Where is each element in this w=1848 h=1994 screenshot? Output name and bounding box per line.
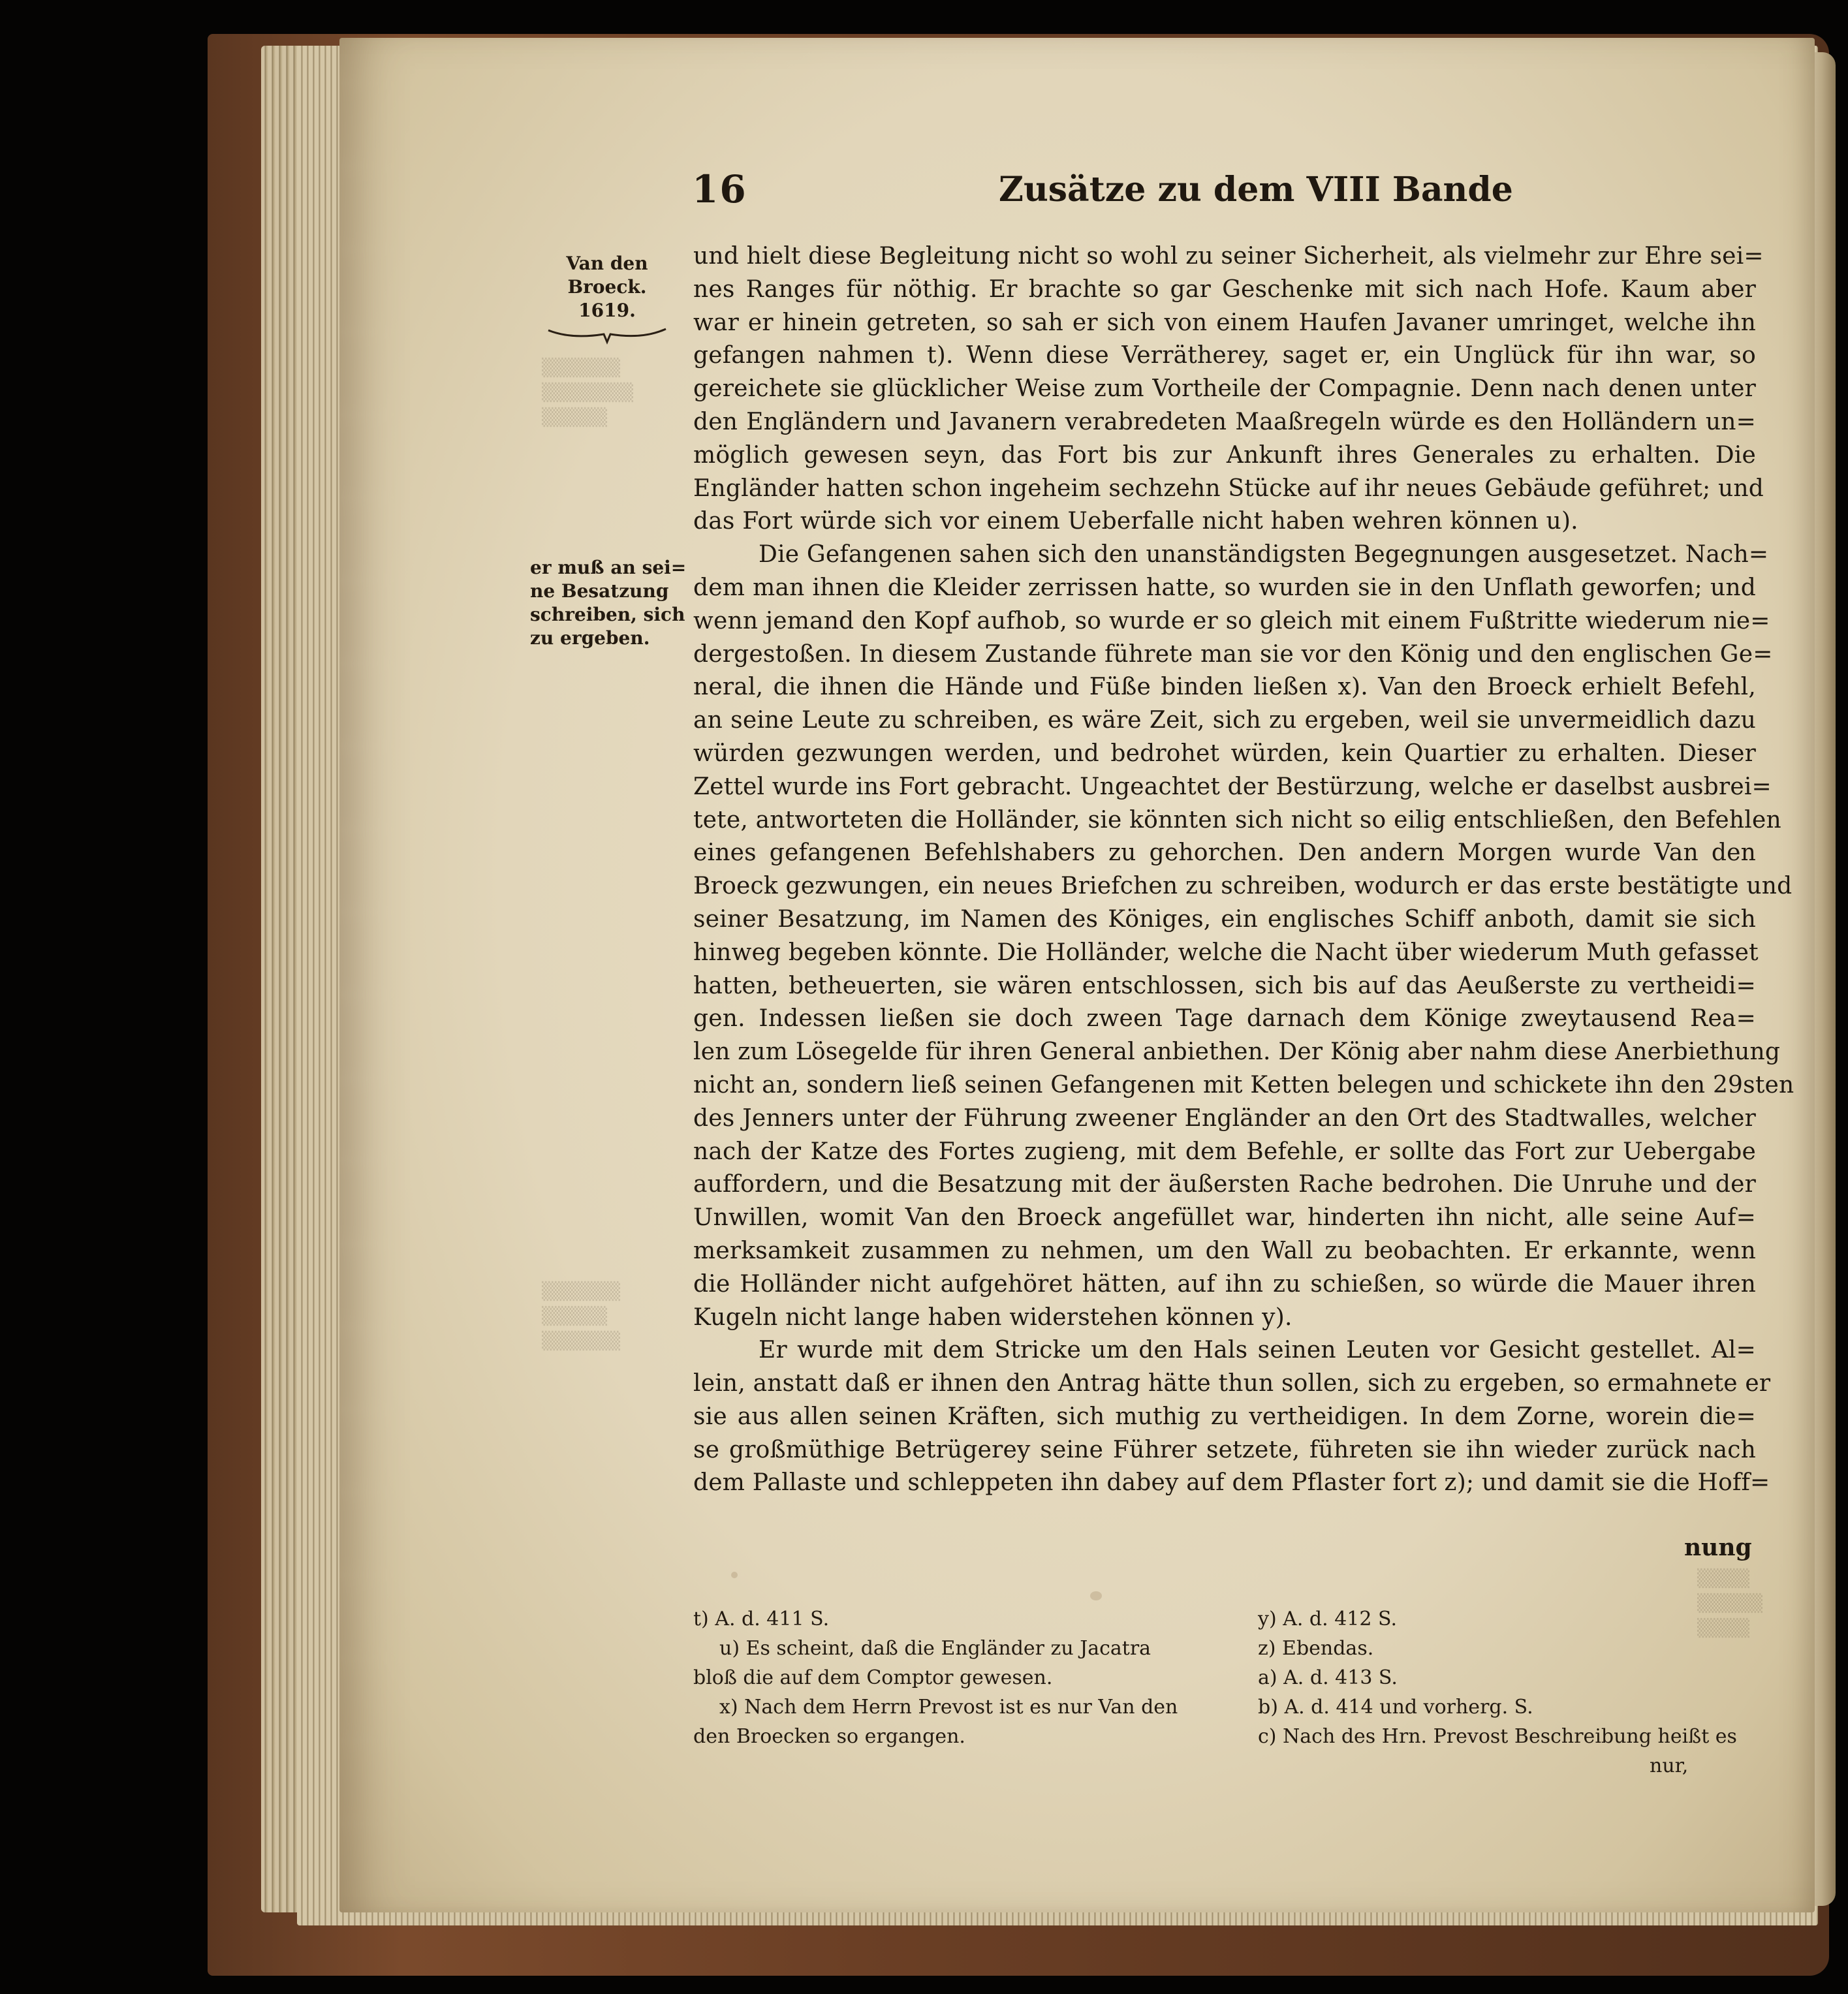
text-line: Engländer hatten schon ingeheim sechzehn Stücke auf ihr neues Gebäude geführet; und	[693, 475, 1764, 502]
text-line: se großmüthige Betrügerey seine Führer setzete, führeten sie ihn wieder zurück nach	[693, 1436, 1756, 1463]
marginal-note-summary: er muß an sei= ne Besatzung schreiben, sich zu ergeben.	[530, 557, 687, 649]
text-line: dergestoßen. In diesem Zustande führete man sie vor den König und den englischen Ge=	[693, 640, 1773, 668]
text-line: nicht an, sondern ließ seinen Gefangenen mit Ketten belegen und schickete ihn den 29sten	[693, 1071, 1794, 1098]
text-line: wenn jemand den Kopf aufhob, so wurde er so gleich mit einem Fußtritte wiederum nie=	[693, 607, 1770, 634]
text-line: das Fort würde sich vor einem Ueberfalle nicht haben wehren können u).	[693, 508, 1578, 535]
text-line: tete, antworteten die Holländer, sie könnten sich nicht so eilig entschließen, den Befehlen	[693, 806, 1781, 833]
bleed-through: ▒▒▒▒▒▒ ▒▒▒▒▒ ▒▒▒▒▒▒	[542, 1282, 620, 1351]
footnote-line: nur,	[1650, 1754, 1689, 1777]
text-line: Die Gefangenen sahen sich den unanständigsten Begegnungen ausgesetzet. Nach=	[759, 541, 1769, 569]
text-line: Er wurde mit dem Stricke um den Hals seinen Leuten vor Gesicht gestellet. Al=	[759, 1337, 1756, 1364]
text-line: lein, anstatt daß er ihnen den Antrag hätte thun sollen, sich zu ergeben, so ermahnete er	[693, 1370, 1771, 1397]
running-title: Zusätze zu dem VIII Bande	[999, 170, 1513, 210]
text-line: hatten, betheuerten, sie wären entschlossen, sich bis auf das Aeußerste zu vertheidi=	[693, 972, 1756, 999]
text-line: seiner Besatzung, im Namen des Königes, ein englisches Schiff anboth, damit sie sich	[693, 905, 1756, 933]
footnote-line: den Broecken so ergangen.	[693, 1725, 965, 1748]
bleed-through: ▒▒▒▒ ▒▒▒▒▒ ▒▒▒▒	[1697, 1569, 1762, 1638]
text-line: und hielt diese Begleitung nicht so wohl zu seiner Sicherheit, als vielmehr zur Ehre sei=	[693, 243, 1764, 270]
text-line: gefangen nahmen t). Wenn diese Verrätherey, saget er, ein Unglück für ihn war, so	[693, 342, 1756, 369]
text-line: möglich gewesen seyn, das Fort bis zur Ankunft ihres Generales zu erhalten. Die	[693, 441, 1756, 469]
text-line: war er hinein getreten, so sah er sich von einem Haufen Javaner umringet, welche ihn	[693, 309, 1756, 336]
bleed-through: ▒▒▒▒▒▒ ▒▒▒▒▒▒▒ ▒▒▒▒▒	[542, 358, 633, 428]
page-number: 16	[692, 167, 747, 211]
footnote-line: b) A. d. 414 und vorherg. S.	[1258, 1696, 1533, 1719]
marginal-note-author: Van den Broeck. 1619.	[566, 253, 648, 321]
footnotes-left-column	[693, 1604, 1215, 1751]
footnote-line: u) Es scheint, daß die Engländer zu Jacatra	[719, 1637, 1151, 1660]
text-line: Broeck gezwungen, ein neues Briefchen zu schreiben, wodurch er das erste bestätigte und	[693, 873, 1793, 900]
catchword: nung	[1684, 1534, 1752, 1561]
footnote-line: y) A. d. 412 S.	[1258, 1608, 1398, 1630]
text-line: die Holländer nicht aufgehöret hätten, auf ihn zu schießen, so würde die Mauer ihren	[693, 1270, 1756, 1298]
text-line: gen. Indessen ließen sie doch zween Tage darnach dem Könige zweytausend Rea=	[693, 1005, 1756, 1033]
text-line: würden gezwungen werden, und bedrohet würden, kein Quartier zu erhalten. Dieser	[693, 740, 1756, 767]
text-line: Kugeln nicht lange haben widerstehen können y).	[693, 1303, 1292, 1331]
text-line: sie aus allen seinen Kräften, sich muthig zu vertheidigen. In dem Zorne, worein die=	[693, 1403, 1756, 1430]
text-line: auffordern, und die Besatzung mit der äußersten Rache bedrohen. Die Unruhe und der	[693, 1171, 1756, 1198]
text-line: Unwillen, womit Van den Broeck angefüllet war, hinderten ihn nicht, alle seine Auf=	[693, 1204, 1756, 1232]
text-line: nach der Katze des Fortes zugieng, mit dem Befehle, er sollte das Fort zur Uebergabe	[693, 1138, 1756, 1165]
text-line: len zum Lösegelde für ihren General anbiethen. Der König aber nahm diese Anerbiethung	[693, 1038, 1781, 1066]
text-line: des Jenners unter der Führung zweener Engländer an den Ort des Stadtwalles, welcher	[693, 1104, 1756, 1132]
body-text	[693, 240, 1794, 1500]
text-line: an seine Leute zu schreiben, es wäre Zeit, sich zu ergeben, weil sie unvermeidlich dazu	[693, 707, 1756, 734]
text-line: hinweg begeben könnte. Die Holländer, welche die Nacht über wiederum Muth gefasset	[693, 939, 1759, 966]
foxing-spot	[731, 1572, 738, 1578]
page-header	[692, 167, 1513, 226]
footnote-line: c) Nach des Hrn. Prevost Beschreibung heißt es	[1258, 1725, 1737, 1748]
text-line: Zettel wurde ins Fort gebracht. Ungeachtet der Bestürzung, welche er daselbst ausbrei=	[693, 773, 1772, 800]
foxing-spot	[1090, 1591, 1102, 1600]
text-line: dem man ihnen die Kleider zerrissen hatte, so wurden sie in den Unflath geworfen; und	[693, 574, 1756, 601]
text-line: nes Ranges für nöthig. Er brachte so gar Geschenke mit sich nach Hofe. Kaum aber	[693, 275, 1756, 303]
text-line: merksamkeit zusammen zu nehmen, um den Wall zu beobachten. Er erkannte, wenn	[693, 1237, 1756, 1264]
footnote-line: a) A. d. 413 S.	[1258, 1666, 1398, 1689]
text-line: den Engländern und Javanern verabredeten Maaßregeln würde es den Holländern un=	[693, 408, 1756, 435]
footnote-line: t) A. d. 411 S.	[693, 1608, 830, 1630]
text-line: neral, die ihnen die Hände und Füße binden ließen x). Van den Broeck erhielt Befehl,	[693, 674, 1756, 701]
text-line: gereichete sie glücklicher Weise zum Vortheile der Compagnie. Denn nach denen unter	[693, 375, 1756, 403]
footnote-line: x) Nach dem Herrn Prevost ist es nur Van den	[719, 1696, 1178, 1719]
footnote-line: z) Ebendas.	[1258, 1637, 1374, 1660]
flourish-ornament	[545, 325, 669, 345]
text-line: eines gefangenen Befehlshabers zu gehorchen. Den andern Morgen wurde Van den	[693, 839, 1756, 867]
footnotes-right-column	[1258, 1604, 1737, 1781]
footnote-line: bloß die auf dem Comptor gewesen.	[693, 1666, 1053, 1689]
text-line: dem Pallaste und schleppeten ihn dabey auf dem Pflaster fort z); und damit sie die Hoff=	[693, 1469, 1770, 1497]
